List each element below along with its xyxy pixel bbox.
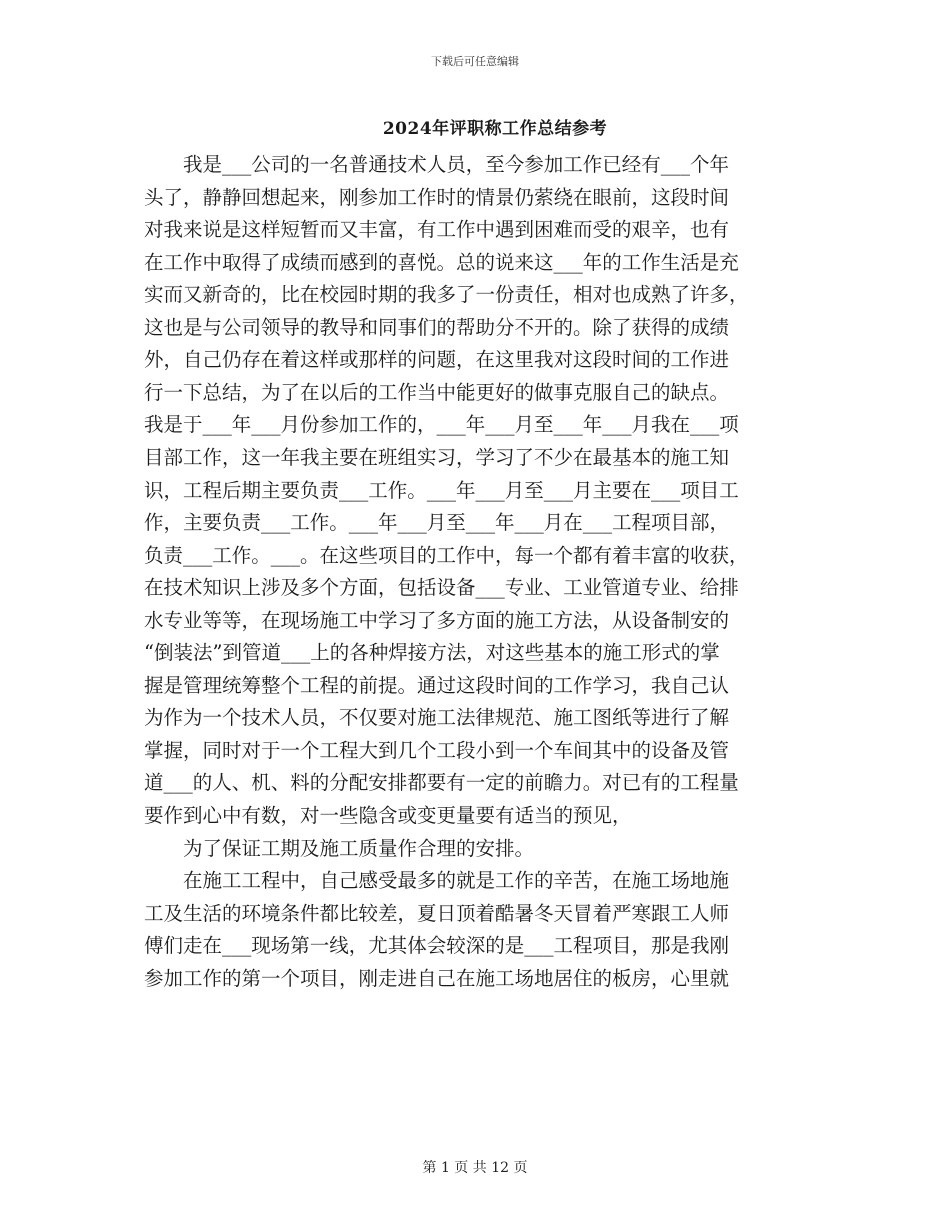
text-line: 负责___工作。___。在这些项目的工作中，每一个都有着丰富的收获， — [144, 543, 749, 567]
text-line: 工及生活的环境条件都比较差，夏日顶着酷暑冬天冒着严寒跟工人师 — [144, 901, 730, 925]
text-line: 外，自己仍存在着这样或那样的问题，在这里我对这段时间的工作进 — [144, 348, 730, 372]
text-line: 我是于___年___月份参加工作的，___年___月至___年___月我在___项 — [144, 413, 739, 437]
text-line: 识，工程后期主要负责___工作。___年___月至___月主要在___项目工 — [144, 478, 739, 502]
text-line: 傅们走在___现场第一线，尤其体会较深的是___工程项目，那是我刚 — [144, 934, 730, 958]
text-line: 道___的人、机、料的分配安排都要有一定的前瞻力。对已有的工程量 — [144, 771, 739, 795]
text-line: 对我来说是这样短暂而又丰富，有工作中遇到困难而受的艰辛，也有 — [144, 218, 730, 242]
page-header: 下载后可任意编辑 — [431, 55, 519, 68]
text-line: 作，主要负责___工作。___年___月至___年___月在___工程项目部， — [144, 511, 730, 535]
document-title: 2024年评职称工作总结参考 — [382, 119, 608, 139]
text-line: 实而又新奇的，比在校园时期的我多了一份责任，相对也成熟了许多， — [144, 283, 749, 307]
text-line: 在技术知识上涉及多个方面，包括设备___专业、工业管道专业、给排 — [144, 576, 739, 600]
text-line: 参加工作的第一个项目，刚走进自己在施工场地居住的板房，心里就 — [144, 966, 730, 990]
text-line: 水专业等等，在现场施工中学习了多方面的施工方法，从设备制安的 — [144, 608, 730, 632]
text-line: 为作为一个技术人员，不仅要对施工法律规范、施工图纸等进行了解 — [144, 706, 730, 730]
text-line: 在工作中取得了成绩而感到的喜悦。总的说来这___年的工作生活是充 — [144, 250, 739, 274]
page-footer: 第 1 页 共 12 页 — [422, 1160, 528, 1176]
text-line: 握是管理统筹整个工程的前提。通过这段时间的工作学习，我自己认 — [144, 673, 730, 697]
text-line: 这也是与公司领导的教导和同事们的帮助分不开的。除了获得的成绩 — [144, 315, 730, 339]
text-line: 我是___公司的一名普通技术人员，至今参加工作已经有___个年 — [144, 153, 730, 176]
text-line: “倒装法”到管道___上的各种焊接方法，对这些基本的施工形式的掌 — [144, 641, 720, 665]
text-line: 掌握，同时对于一个工程大到几个工段小到一个车间其中的设备及管 — [144, 738, 730, 762]
text-line: 在施工工程中，自己感受最多的就是工作的辛苦，在施工场地施 — [144, 869, 730, 893]
text-line: 目部工作，这一年我主要在班组实习，学习了不少在最基本的施工知 — [144, 445, 730, 469]
text-line: 要作到心中有数，对一些隐含或变更量要有适当的预见， — [144, 804, 632, 827]
text-line: 头了，静静回想起来，刚参加工作时的情景仍萦绕在眼前，这段时间 — [144, 185, 730, 209]
text-line: 行一下总结，为了在以后的工作当中能更好的做事克服自己的缺点。 — [144, 380, 730, 404]
text-line: 为了保证工期及施工质量作合理的安排。 — [144, 836, 535, 860]
